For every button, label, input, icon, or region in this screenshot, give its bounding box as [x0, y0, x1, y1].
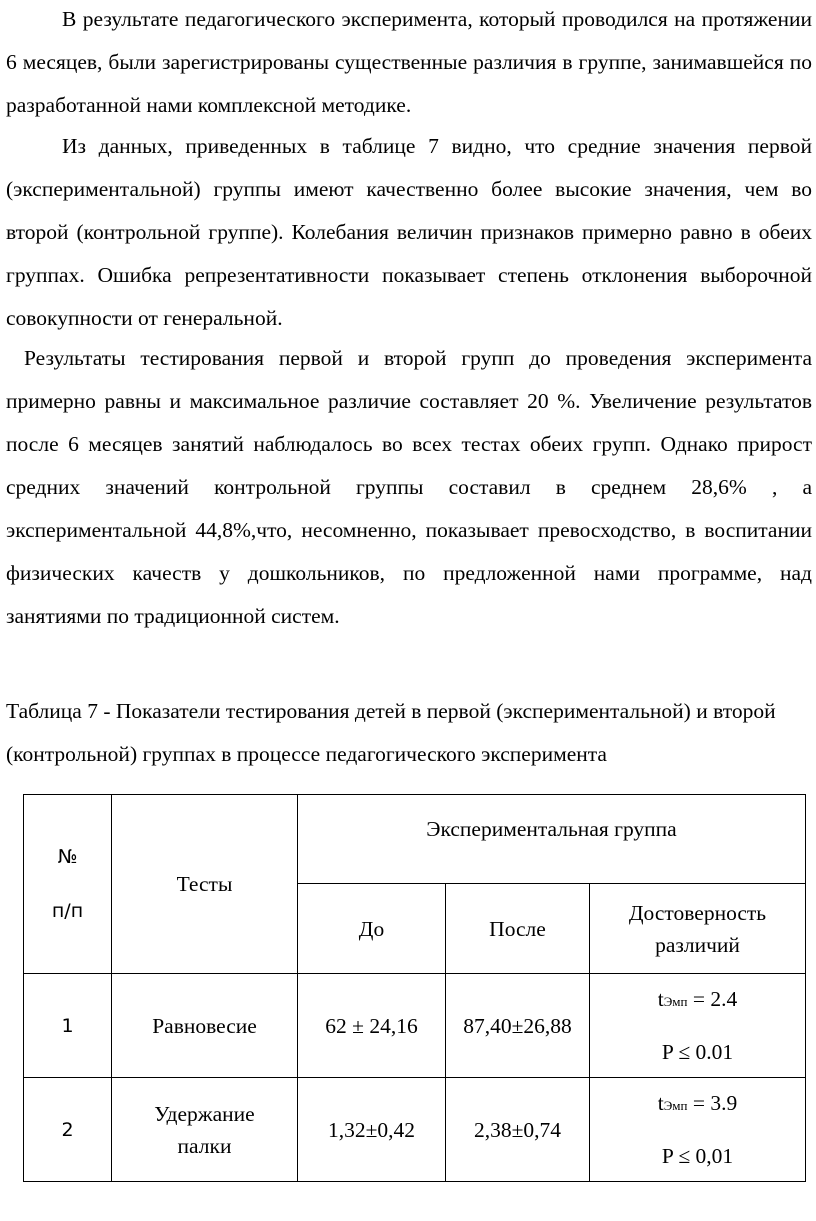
row-after-value: 2,38±0,74: [446, 1078, 590, 1182]
table-header-row: [24, 795, 806, 884]
row-number: 1: [24, 974, 112, 1078]
header-before: До: [298, 884, 446, 974]
paragraph-3: Результаты тестирования первой и второй групп до проведения эксперимента примерно равны и максимальное различие составляет 20 %. Увеличение результатов после 6 месяцев занятий наблюдалось во всех тестах обеих групп. Однако прирост средних значений контрольной группы составил в среднем 28,6% , а экспериментальной 44,8%,что, несомненно, показывает превосходство, в воспитании физических качеств у дошкольников, по предложенной нами программе, над занятиями по традиционной систем.: [6, 346, 812, 628]
paragraph-1: В результате педагогического эксперимента, который проводился на протяжении 6 месяцев, были зарегистрированы существенные различия в группе, занимавшейся по разработанной нами комплексной методике.: [6, 7, 812, 117]
paragraph-2: Из данных, приведенных в таблице 7 видно, что средние значения первой (экспериментальной) группы имеют качественно более высокие значения, чем во второй (контрольной группе). Колебания величин признаков примерно равно в обеих группах. Ошибка репрезентативности показывает степень отклонения выборочной совокупности от генеральной.: [6, 134, 812, 330]
header-group: Экспериментальная группа: [298, 795, 806, 884]
results-table: [23, 794, 806, 1182]
header-number-cell: [24, 795, 112, 974]
header-after: После: [446, 884, 590, 974]
p-value: P ≤ 0,01: [661, 1144, 734, 1168]
row-test-name: Удержание палки: [112, 1078, 298, 1182]
t-value: = 3.9: [687, 1091, 738, 1115]
row-before-value: 1,32±0,42: [298, 1078, 446, 1182]
table-row: [24, 1078, 806, 1182]
row-significance: [590, 1078, 806, 1182]
t-symbol: t: [657, 987, 664, 1011]
p-value: P ≤ 0.01: [661, 1040, 734, 1064]
t-subscript: Эмп: [663, 994, 688, 1009]
header-tests: Тесты: [112, 795, 298, 974]
row-test-name: Равновесие: [112, 974, 298, 1078]
table-row: [24, 974, 806, 1078]
table-caption: Таблица 7 - Показатели тестирования детей в первой (экспериментальной) и второй (контрольной) группах в процессе педагогического эксперимента: [6, 699, 776, 766]
row-before-value: 62 ± 24,16: [298, 974, 446, 1078]
row-after-value: 87,40±26,88: [446, 974, 590, 1078]
t-value: = 2.4: [687, 987, 738, 1011]
t-subscript: Эмп: [663, 1098, 688, 1113]
header-number-symbol: №: [57, 846, 78, 868]
row-number: 2: [24, 1078, 112, 1182]
t-statistic: [590, 1078, 805, 1131]
t-statistic: [590, 974, 805, 1027]
row-significance: [590, 974, 806, 1078]
header-number-abbr: п/п: [51, 900, 84, 922]
t-symbol: t: [657, 1091, 664, 1115]
header-significance: Достоверность различий: [590, 884, 806, 974]
